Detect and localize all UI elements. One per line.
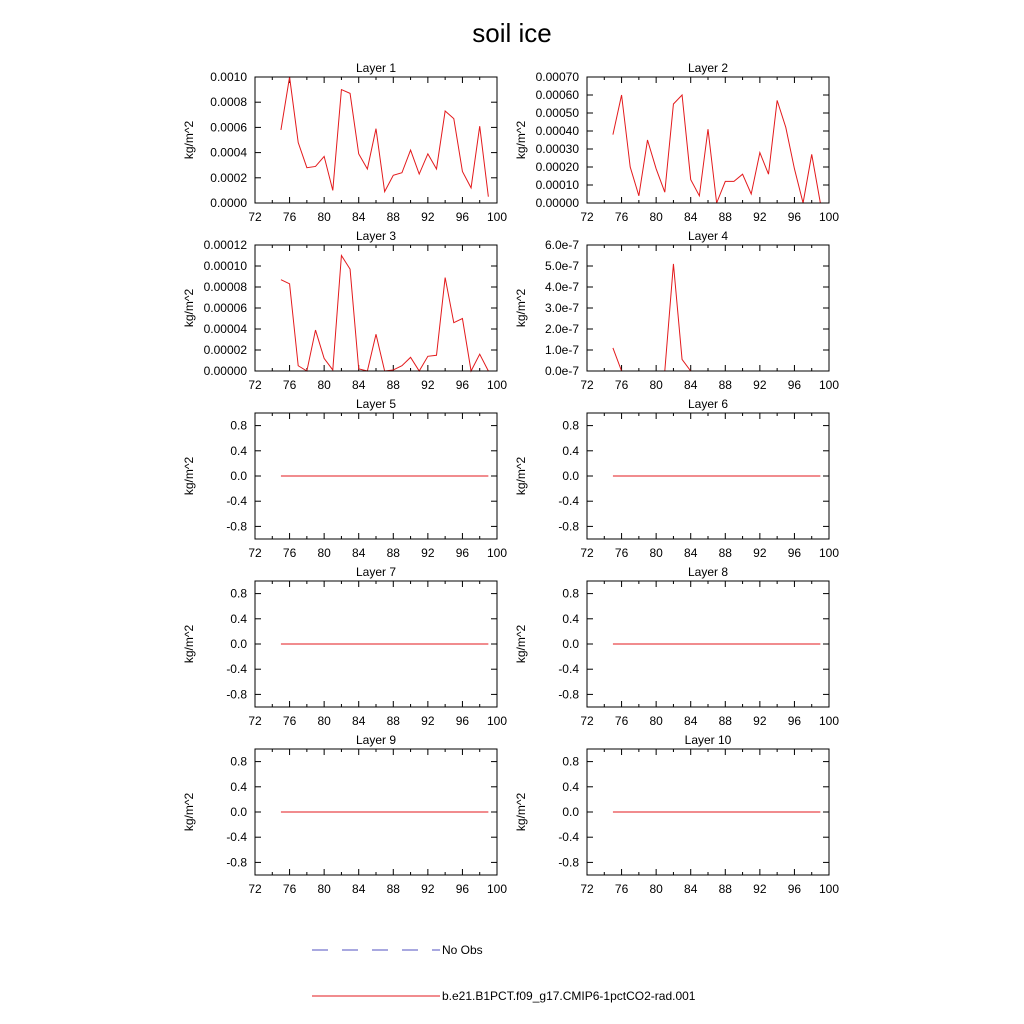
y-axis-label: kg/m^2 (514, 288, 528, 328)
legend-obs-label: No Obs (442, 943, 483, 957)
x-tick-label: 100 (486, 882, 508, 896)
x-tick-label: 92 (753, 714, 767, 728)
y-tick-label: 0.0002 (210, 170, 247, 185)
y-tick-label: 0.00010 (203, 259, 247, 273)
y-tick-label: 0.00070 (535, 70, 579, 84)
x-tick-label: 80 (317, 546, 331, 560)
x-tick-label: 100 (486, 714, 508, 728)
panel-layer-10 (514, 733, 839, 896)
y-tick-label: -0.8 (558, 519, 579, 534)
y-tick-label: 0.00000 (535, 196, 579, 210)
y-tick-label: 0.8 (562, 586, 579, 601)
x-tick-label: 84 (684, 714, 698, 728)
x-tick-label: 96 (787, 714, 802, 728)
x-tick-label: 92 (421, 714, 435, 728)
panel-title-layer-4: Layer 4 (687, 229, 729, 243)
y-tick-label: 0.8 (230, 418, 247, 433)
x-tick-label: 84 (684, 546, 698, 560)
panel-layer-4 (514, 229, 839, 392)
y-tick-label: 3.0e-7 (544, 301, 579, 315)
plot-frame (255, 245, 497, 371)
y-tick-label: 0.0004 (210, 145, 247, 160)
plot-frame (587, 245, 829, 371)
x-tick-label: 76 (614, 210, 629, 224)
y-tick-label: 0.0010 (210, 70, 247, 84)
y-tick-label: 0.4 (562, 443, 579, 458)
y-tick-label: 0.0 (230, 637, 247, 651)
y-tick-label: 0.0006 (210, 120, 247, 135)
y-tick-label: -0.4 (558, 494, 579, 509)
y-axis-label: kg/m^2 (182, 288, 196, 328)
x-tick-label: 100 (818, 546, 840, 560)
y-tick-label: 0.4 (230, 779, 247, 794)
x-tick-label: 96 (787, 546, 802, 560)
x-tick-label: 88 (386, 378, 400, 392)
y-tick-label: 0.0 (562, 805, 579, 819)
x-tick-label: 88 (718, 210, 732, 224)
panel-title-layer-2: Layer 2 (687, 61, 729, 75)
x-tick-label: 84 (684, 210, 698, 224)
x-tick-label: 80 (649, 546, 663, 560)
panel-layer-7 (182, 565, 507, 728)
y-tick-label: 2.0e-7 (544, 322, 579, 336)
y-tick-label: 0.8 (562, 754, 579, 769)
x-tick-label: 92 (753, 546, 767, 560)
y-tick-label: 0.4 (562, 779, 579, 794)
series-line-layer-2 (613, 95, 820, 203)
y-tick-label: -0.4 (558, 830, 579, 845)
x-tick-label: 92 (753, 882, 767, 896)
y-tick-label: 0.00020 (535, 160, 579, 174)
x-tick-label: 72 (580, 378, 594, 392)
y-tick-label: 1.0e-7 (544, 343, 579, 357)
x-tick-label: 100 (486, 546, 508, 560)
x-tick-label: 76 (282, 546, 297, 560)
y-tick-label: 0.0008 (210, 95, 247, 110)
x-tick-label: 76 (614, 882, 629, 896)
y-tick-label: 0.0 (230, 805, 247, 819)
y-tick-label: 0.00002 (203, 343, 247, 357)
x-tick-label: 92 (421, 546, 435, 560)
y-tick-label: -0.8 (226, 519, 247, 534)
panel-layer-6 (514, 397, 839, 560)
y-axis-label: kg/m^2 (182, 456, 196, 496)
x-tick-label: 100 (818, 882, 840, 896)
y-axis-label: kg/m^2 (514, 792, 528, 832)
x-tick-label: 72 (580, 714, 594, 728)
x-tick-label: 72 (248, 714, 262, 728)
series-line-layer-1 (281, 77, 488, 197)
y-tick-label: -0.4 (226, 830, 247, 845)
x-tick-label: 72 (580, 546, 594, 560)
x-tick-label: 92 (421, 378, 435, 392)
x-tick-label: 80 (649, 378, 663, 392)
y-tick-label: 0.8 (230, 754, 247, 769)
x-tick-label: 84 (352, 378, 366, 392)
y-tick-label: 5.0e-7 (544, 259, 579, 273)
x-tick-label: 96 (455, 378, 470, 392)
y-tick-label: 0.00060 (535, 88, 579, 102)
x-tick-label: 84 (352, 714, 366, 728)
x-tick-label: 84 (352, 546, 366, 560)
x-tick-label: 88 (386, 882, 400, 896)
panel-layer-5 (182, 397, 507, 560)
x-tick-label: 72 (580, 210, 594, 224)
y-tick-label: 0.0 (230, 469, 247, 483)
x-tick-label: 72 (248, 210, 262, 224)
x-tick-label: 76 (614, 378, 629, 392)
x-tick-label: 76 (282, 210, 297, 224)
x-tick-label: 92 (421, 210, 435, 224)
legend-model-label: b.e21.B1PCT.f09_g17.CMIP6-1pctCO2-rad.001 (442, 989, 696, 1003)
legend (312, 943, 696, 1003)
x-tick-label: 96 (455, 546, 470, 560)
x-tick-label: 76 (282, 378, 297, 392)
x-tick-label: 80 (317, 882, 331, 896)
x-tick-label: 96 (787, 378, 802, 392)
x-tick-label: 100 (818, 714, 840, 728)
y-tick-label: 0.00008 (203, 280, 247, 294)
x-tick-label: 84 (684, 882, 698, 896)
y-tick-label: 0.0e-7 (544, 364, 579, 378)
panel-title-layer-9: Layer 9 (355, 733, 397, 747)
x-tick-label: 80 (317, 378, 331, 392)
x-tick-label: 88 (718, 378, 732, 392)
x-tick-label: 100 (818, 378, 840, 392)
x-tick-label: 72 (248, 546, 262, 560)
panel-title-layer-7: Layer 7 (355, 565, 397, 579)
y-axis-label: kg/m^2 (514, 624, 528, 664)
x-tick-label: 80 (649, 882, 663, 896)
y-tick-label: 0.4 (230, 611, 247, 626)
panel-layer-1 (182, 61, 507, 224)
x-tick-label: 88 (386, 546, 400, 560)
x-tick-label: 84 (352, 210, 366, 224)
x-tick-label: 92 (753, 378, 767, 392)
x-tick-label: 92 (753, 210, 767, 224)
y-tick-label: -0.8 (226, 687, 247, 702)
x-tick-label: 88 (718, 882, 732, 896)
x-tick-label: 76 (282, 882, 297, 896)
y-tick-label: 0.0 (562, 637, 579, 651)
y-tick-label: 0.00006 (203, 301, 247, 315)
x-tick-label: 76 (282, 714, 297, 728)
x-tick-label: 96 (787, 882, 802, 896)
panel-title-layer-8: Layer 8 (687, 565, 729, 579)
panel-layer-2 (514, 61, 839, 224)
y-axis-label: kg/m^2 (514, 120, 528, 160)
y-tick-label: 6.0e-7 (544, 238, 579, 252)
x-tick-label: 88 (718, 714, 732, 728)
panel-title-layer-1: Layer 1 (355, 61, 397, 75)
y-tick-label: 0.00004 (203, 322, 247, 336)
series-line-layer-4 (613, 264, 820, 371)
x-tick-label: 88 (386, 714, 400, 728)
plot-frame (255, 77, 497, 203)
panel-layer-9 (182, 733, 507, 896)
y-tick-label: 0.8 (230, 586, 247, 601)
y-tick-label: 0.0000 (210, 196, 247, 210)
y-tick-label: -0.4 (558, 662, 579, 677)
y-tick-label: 0.00050 (535, 106, 579, 120)
y-axis-label: kg/m^2 (182, 624, 196, 664)
y-tick-label: 0.0 (562, 469, 579, 483)
y-tick-label: -0.8 (558, 855, 579, 870)
series-line-layer-3 (281, 256, 488, 372)
y-tick-label: 0.00040 (535, 124, 579, 138)
x-tick-label: 100 (486, 210, 508, 224)
y-tick-label: 0.00000 (203, 364, 247, 378)
y-axis-label: kg/m^2 (182, 792, 196, 832)
x-tick-label: 92 (421, 882, 435, 896)
panel-layer-8 (514, 565, 839, 728)
x-tick-label: 80 (649, 210, 663, 224)
x-tick-label: 76 (614, 714, 629, 728)
x-tick-label: 72 (248, 378, 262, 392)
panel-layer-3 (182, 229, 507, 392)
x-tick-label: 80 (317, 210, 331, 224)
y-tick-label: 0.00010 (535, 178, 579, 192)
main-title: soil ice (472, 18, 552, 48)
x-tick-label: 88 (718, 546, 732, 560)
panel-title-layer-10: Layer 10 (684, 733, 732, 747)
panel-title-layer-6: Layer 6 (687, 397, 729, 411)
x-tick-label: 96 (455, 882, 470, 896)
y-axis-label: kg/m^2 (182, 120, 196, 160)
y-tick-label: 4.0e-7 (544, 280, 579, 294)
x-tick-label: 88 (386, 210, 400, 224)
x-tick-label: 72 (580, 882, 594, 896)
x-tick-label: 84 (352, 882, 366, 896)
x-tick-label: 96 (787, 210, 802, 224)
panel-title-layer-5: Layer 5 (355, 397, 397, 411)
x-tick-label: 84 (684, 378, 698, 392)
y-tick-label: 0.8 (562, 418, 579, 433)
x-tick-label: 76 (614, 546, 629, 560)
y-tick-label: -0.4 (226, 494, 247, 509)
x-tick-label: 80 (649, 714, 663, 728)
y-tick-label: 0.00012 (203, 238, 247, 252)
y-tick-label: 0.00030 (535, 142, 579, 156)
panels (182, 61, 839, 896)
y-tick-label: -0.8 (558, 687, 579, 702)
y-tick-label: -0.8 (226, 855, 247, 870)
x-tick-label: 72 (248, 882, 262, 896)
y-axis-label: kg/m^2 (514, 456, 528, 496)
panel-title-layer-3: Layer 3 (355, 229, 397, 243)
x-tick-label: 100 (818, 210, 840, 224)
y-tick-label: -0.4 (226, 662, 247, 677)
plot-frame (587, 77, 829, 203)
x-tick-label: 96 (455, 210, 470, 224)
y-tick-label: 0.4 (562, 611, 579, 626)
y-tick-label: 0.4 (230, 443, 247, 458)
x-tick-label: 100 (486, 378, 508, 392)
x-tick-label: 96 (455, 714, 470, 728)
x-tick-label: 80 (317, 714, 331, 728)
